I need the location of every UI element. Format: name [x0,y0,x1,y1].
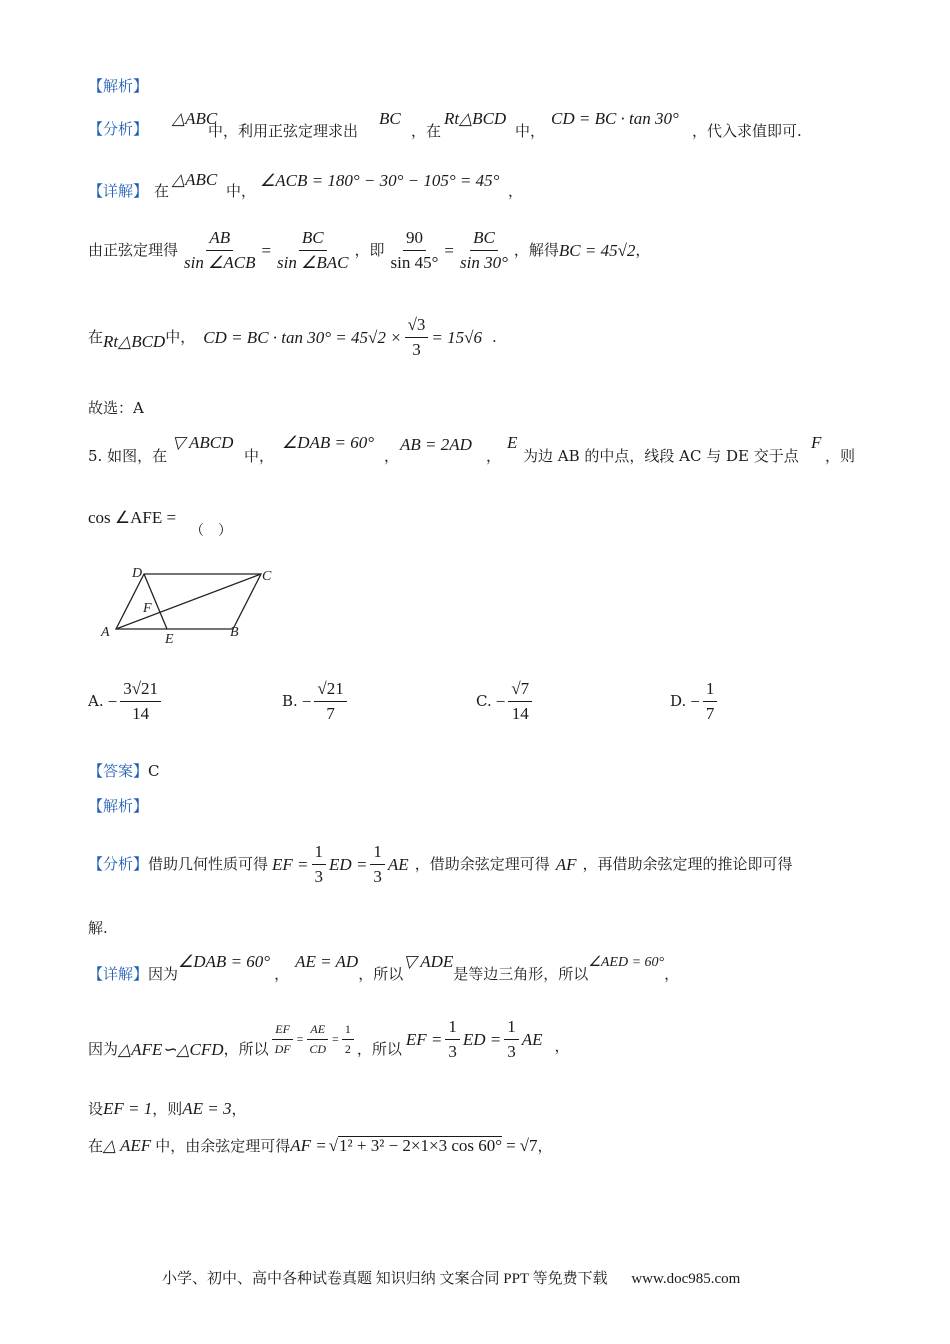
label-b: B [230,625,239,640]
sol5-d1-angle: ∠DAB = 60° [178,952,271,971]
sol5-d4-text: 中，由余弦定理可得 [155,1137,291,1155]
q5-answer-line [88,764,160,779]
option-a-frac [120,680,161,723]
sol5-d2-f4-num: 1 [445,1018,460,1040]
option-a-den: 14 [132,703,150,723]
option-d-frac [703,680,718,723]
sol5-d2-suoyi: ，所以 [223,1039,269,1058]
option-c-frac [508,680,532,723]
sol5-fenxi-rest2: ，再借助余弦定理的推论即可得 [582,854,793,873]
sol5-d2-frac5 [504,1018,519,1061]
p4-fenxi-bc: BC [379,109,401,128]
label-c: C [262,569,272,584]
p4-law-line: 由正弦定理得 $\frac{AB}{\text{sin ∠ACB}}$ = $\frac{BC}{\text{sin ∠BAC}}$ ，即 $\frac{90}{\sin 45^\circ}$ = $\frac{BC}{\sin 30^\circ}$ ，解得 BC = 45√2 ， [88,228,651,272]
q5-f: F [811,433,822,452]
sol5-d2-f2-den: CD [309,1041,327,1056]
p4-xj-zai: 在 [154,182,170,200]
p4-law-f2-den: sin ∠BAC [277,252,349,272]
sol5-d4-end: ， [537,1137,553,1155]
p4-law-frac2 [274,229,351,272]
p4-fenxi-text1: 中，利用正弦定理求出 [208,122,359,140]
footer [162,1272,740,1287]
option-a[interactable] [88,680,164,723]
sol5-d2-sim: △AFE∽△CFD [118,1039,224,1059]
p4-law-result: BC = 45√2 [558,240,636,260]
sol5-fenxi-end: 解. [88,919,108,937]
p4-cd-frac-num: √3 [405,316,429,338]
p4-cd-result: = 15√6 [431,327,482,347]
jiexi-tag: 【解析】 [88,77,149,95]
sol5-d4-eq: = [506,1136,516,1155]
sol5-d2-frac2 [306,1023,329,1055]
q5-zhong: 中， [244,447,275,465]
sol5-d1-ae: AE = AD [295,952,359,971]
q5-angle: ∠DAB = 60° [282,433,375,452]
sol5-d4-line: 在 △ AEF 中，由余弦定理可得 AF = √ 1² + 3² − 2×1×3 cos 60° = √7 ， [88,1136,553,1155]
p4-law-f3-num: 90 [403,229,426,251]
jiexi-tag-2: 【解析】 [88,797,149,815]
sol5-fenxi-af: AF [555,854,577,874]
p4-xj-zhong: 中， [226,182,257,200]
p4-fenxi-text2: ，在 [411,122,442,140]
option-d[interactable] [670,680,720,723]
option-d-label: D. [670,691,687,710]
daan-tag: 【答案】 [88,762,149,780]
p4-law-ji: ，即 [354,240,385,259]
option-b-den: 7 [326,703,335,723]
q5-number: 5. 如图，在 [88,447,168,465]
footer-url[interactable]: www.doc985.com [631,1271,741,1287]
option-a-sign: − [107,691,118,711]
sol5-fenxi-f1-num: 1 [312,843,327,865]
sol5-d4-sqrt: √7 [519,1136,538,1155]
p4-cd-frac [405,316,429,359]
p4-cd-zai: 在 [88,327,104,346]
sol5-d2-ef: EF = [405,1029,443,1049]
sol5-d2-f3-num: 1 [342,1023,354,1040]
xiangjie-tag-2: 【详解】 [88,965,149,983]
sol5-d3-line [88,1100,247,1117]
parallelogram-figure [95,560,285,646]
option-d-sign: − [690,691,700,711]
xiangjie-tag: 【详解】 [88,182,149,200]
p4-guxuan: 故选：A [88,399,144,417]
label-d: D [132,566,143,581]
sol5-d1-aed: ∠AED = 60° [588,955,665,970]
sol5-d3-ae: AE = 3 [182,1099,232,1118]
sol5-d4-tri: △ AEF [103,1136,152,1155]
sol5-d2-suoyi2: ，所以 [356,1039,402,1058]
p4-cd-expr: CD = BC · tan 30° = 45√2 × [203,327,402,347]
footer-text: 小学、初中、高中各种试卷真题 知识归纳 文案合同 PPT 等免费下载 [162,1271,608,1287]
sol5-d3-ze: ，则 [152,1100,183,1118]
sol5-d2-frac1 [272,1023,294,1055]
sol5-d2-frac4 [445,1018,460,1061]
sol5-d4-rad: 1² + 3² − 2×1×3 cos 60° [339,1136,503,1155]
p4-law-f1-num: AB [206,229,233,251]
sol5-d2-f1-den: DF [274,1041,291,1056]
sol5-d2-line: 因为 △AFE∽△CFD ，所以 $\frac{EF}{DF}$ = $\frac{AE}{CD}$ = $\frac{1}{2}$ ，所以 EF = $\frac{1}{3}$ ED = $\frac{1}{3}$ AE ， [88,1017,570,1061]
p4-fenxi-text4: ，代入求值即可. [692,122,802,140]
option-d-num: 1 [703,680,718,702]
sol5-d2-ed: ED = [462,1029,502,1049]
option-c[interactable] [476,680,535,723]
sol5-d1-comma: ， [274,965,290,983]
fenxi-tag-2: 【分析】 [88,854,149,873]
sol5-fenxi-frac2 [370,843,385,886]
option-b-frac [314,680,346,723]
p4-law-frac1 [181,229,258,272]
p4-fenxi-tri: △ABC [172,109,218,128]
sol5-fenxi-frac1 [312,843,327,886]
q5-cos-expr: cos ∠AFE = [88,508,177,527]
q5-answer: C [148,762,160,780]
sol5-d1-suoyi: ，所以 [358,965,404,983]
p4-law-comma: ， [635,240,651,259]
sol5-d2-because: 因为 [88,1039,119,1058]
sol5-d2-f5-den: 3 [507,1041,516,1061]
p4-fenxi-line [88,122,148,137]
option-c-den: 14 [511,703,529,723]
sol5-d3-end: ， [231,1100,247,1118]
p4-fenxi-cd: CD = BC · tan 30° [551,109,679,128]
option-d-den: 7 [705,703,715,723]
p4-law-solve: ，解得 [513,240,559,259]
sol5-fenxi-ef: EF = [272,854,309,874]
p4-law-f3-den: sin 45° [390,252,439,272]
p4-law-frac3 [388,229,442,272]
q5-comma1: ， [384,447,400,465]
q5-comma2: ， [486,447,502,465]
option-b-sign: − [301,691,312,711]
sol5-d2-f1-num: EF [272,1023,293,1040]
q5-ze: ，则 [825,447,856,465]
option-b-num: √21 [314,680,346,702]
p4-law-f4-den: sin 30° [459,252,508,272]
option-a-num: 3√21 [120,680,161,702]
p4-cd-line [88,316,497,359]
q5-desc: 为边 AB 的中点，线段 AC 与 DE 交于点 [523,447,799,465]
p4-cd-period: . [491,327,497,346]
sol5-fenxi-f2-num: 1 [370,843,385,865]
label-f: F [143,601,152,616]
q5-ab: AB = 2AD [400,435,472,454]
p4-law-prefix: 由正弦定理得 [88,240,179,259]
p4-cd-tri: Rt△BCD [103,331,166,351]
sol5-fenxi-line [88,843,793,886]
p4-fenxi-text3: 中， [515,122,546,140]
p4-fenxi-rt: Rt△BCD [444,109,507,128]
label-a: A [101,625,110,640]
sol5-d4-af: AF = [290,1136,327,1155]
p4-xj-tri: △ABC [172,170,218,189]
option-c-label: C. [476,691,492,710]
p4-xj-comma: ， [508,182,524,200]
sol5-d2-end: ， [554,1036,570,1055]
sol5-d4-zai: 在 [88,1137,104,1155]
fenxi-tag: 【分析】 [88,120,149,138]
sol5-d2-ae: AE [521,1029,543,1049]
sol5-fenxi-rest: ，借助余弦定理可得 [414,854,550,873]
q5-e: E [507,433,518,452]
sol5-d2-f4-den: 3 [448,1041,457,1061]
sol5-fenxi-text: 借助几何性质可得 [148,854,269,873]
sol5-d3-ef: EF = 1 [103,1099,153,1118]
sol5-fenxi-ae: AE [387,854,409,874]
option-a-label: A. [88,691,104,710]
option-c-num: √7 [508,680,532,702]
sol5-d1-line [88,952,680,983]
option-b[interactable] [282,680,350,723]
option-b-label: B. [282,691,298,710]
sol5-fenxi-ed: ED = [329,854,368,874]
sol5-fenxi-f2-den: 3 [373,866,382,886]
q5-para: ▽ ABCD [172,433,234,452]
sol5-d2-f3-den: 2 [344,1041,351,1056]
sol5-d1-equi: 是等边三角形，所以 [453,965,589,983]
label-e: E [165,632,174,646]
sol5-d2-frac3 [342,1023,354,1055]
p4-law-f1-den: sin ∠ACB [184,252,256,272]
sol5-d2-f2-num: AE [307,1023,328,1040]
sol5-d1-end: ， [664,965,680,983]
p4-law-frac4 [457,229,511,272]
p4-law-f4-num: BC [470,229,498,251]
option-c-sign: − [495,691,506,711]
sol5-fenxi-f1-den: 3 [314,866,324,886]
q5-paren: （ ） [190,523,232,539]
p4-xj-angle: ∠ACB = 180° − 30° − 105° = 45° [260,171,500,190]
sol5-d1-tri: ▽ ADE [403,952,454,971]
p4-cd-zhong: 中， [165,327,196,346]
p4-cd-frac-den: 3 [412,339,421,359]
sol5-d3-she: 设 [88,1100,104,1118]
sol5-d1-because: 因为 [148,965,179,983]
diagonal-ac [116,574,261,629]
p4-law-f2-num: BC [299,229,327,251]
sol5-d2-f5-num: 1 [504,1018,519,1040]
